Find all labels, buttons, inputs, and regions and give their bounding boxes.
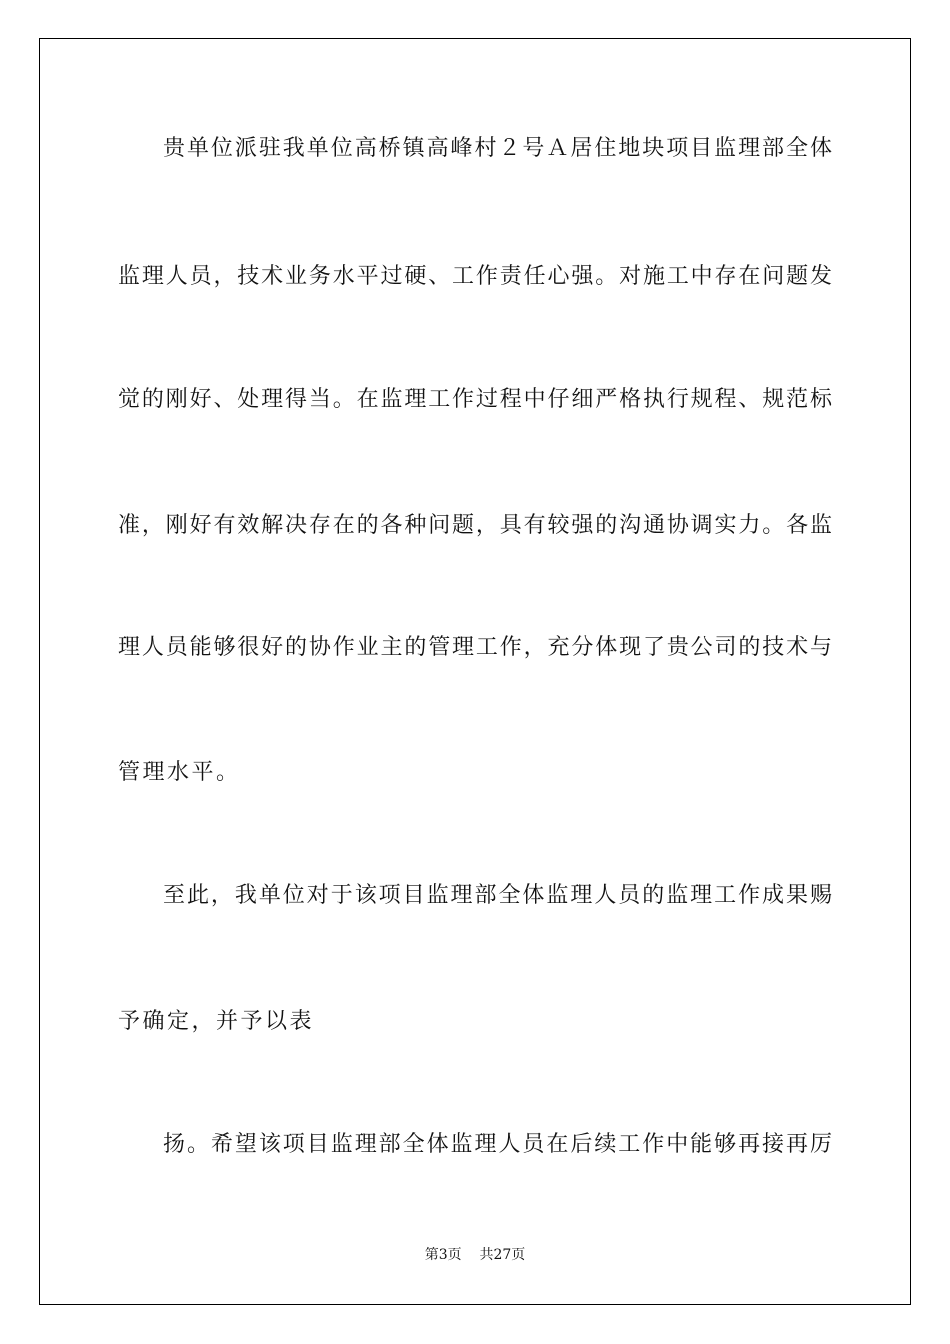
page-footer — [0, 1245, 950, 1265]
total-pages: 共27页 — [479, 1247, 526, 1263]
text-line: 准，刚好有效解决存在的各种问题，具有较强的沟通协调实力。各监 — [118, 513, 832, 538]
text-line: 予确定，并予以表 — [118, 1009, 315, 1034]
text-line: 贵单位派驻我单位高桥镇高峰村２号Ａ居住地块项目监理部全体 — [163, 136, 832, 161]
text-line: 管理水平。 — [118, 760, 241, 785]
text-line: 觉的刚好、处理得当。在监理工作过程中仔细严格执行规程、规范标 — [118, 387, 832, 412]
page-border — [39, 38, 911, 1305]
text-line: 监理人员，技术业务水平过硬、工作责任心强。对施工中存在问题发 — [118, 264, 832, 289]
page-number: 第3页 — [424, 1247, 462, 1263]
text-line: 扬。希望该项目监理部全体监理人员在后续工作中能够再接再厉 — [163, 1132, 832, 1157]
text-line: 至此，我单位对于该项目监理部全体监理人员的监理工作成果赐 — [163, 883, 832, 908]
text-line: 理人员能够很好的协作业主的管理工作，充分体现了贵公司的技术与 — [118, 635, 832, 660]
